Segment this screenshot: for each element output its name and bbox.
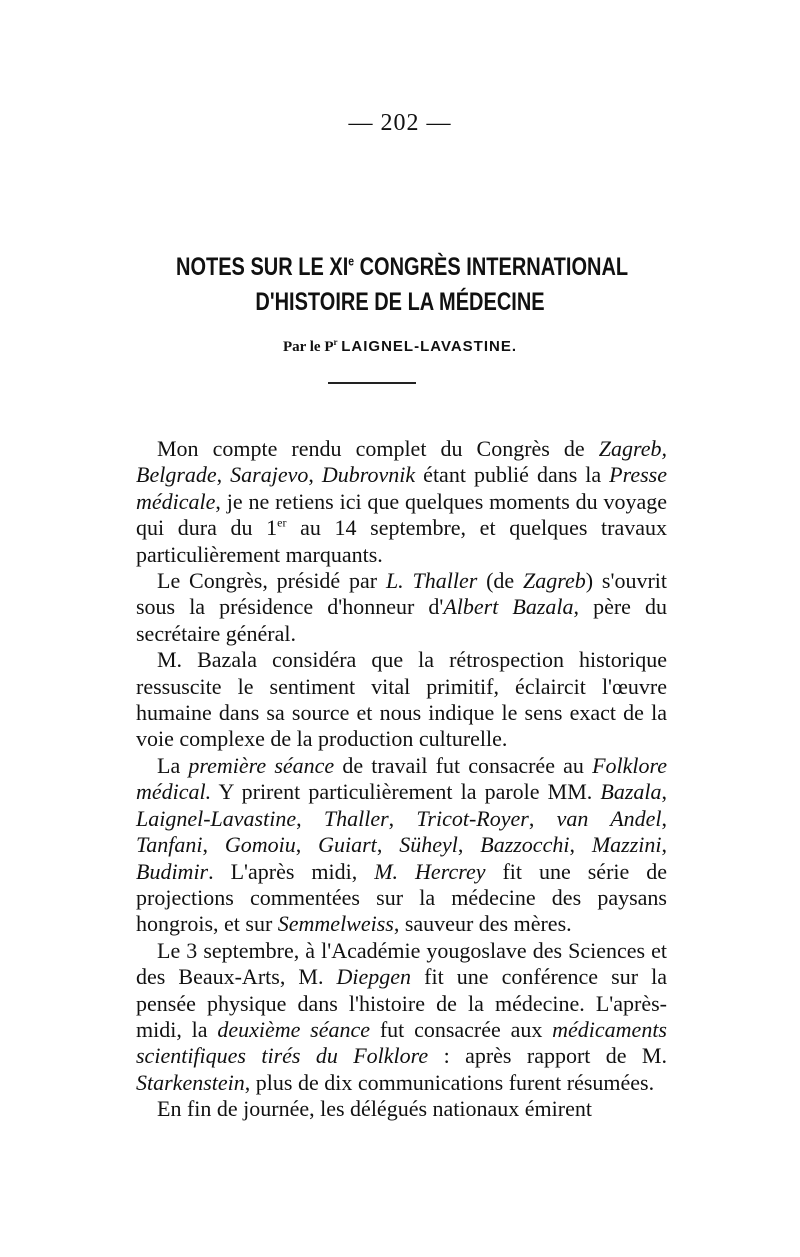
text-run: En fin de journée, les délégués nationaux émirent (157, 1096, 592, 1122)
paragraph (136, 647, 667, 753)
text-run: Le Congrès, présidé par (157, 568, 386, 594)
text-run: fit une série de projections commentées sur la médecine des paysans hongrois, et sur (136, 858, 668, 937)
italic-run: Mazzini (591, 832, 662, 858)
italic-run: Zagreb, Belgrade (136, 436, 667, 488)
text-run: . L'après midi, (208, 858, 375, 884)
article-title-line-2: D'HISTOIRE DE LA MÉDECINE (255, 288, 545, 316)
italic-run: Semmelweiss (277, 911, 394, 937)
italic-run: Thaller (323, 805, 389, 831)
italic-run: L. Thaller (385, 568, 478, 594)
italic-run: deuxième séance (217, 1016, 371, 1042)
italic-run: Budimir (136, 858, 209, 884)
italic-run: Tanfani (136, 832, 203, 858)
text-run: , (569, 832, 592, 858)
text-run: , (308, 462, 322, 488)
text-run: , (457, 832, 481, 858)
text-run: ) s'ouvrit sous la présidence d'honneur d' (136, 568, 667, 620)
text-run: , père du secrétaire général. (136, 594, 668, 646)
text-run: , (661, 779, 667, 805)
italic-run: Gomoiu (224, 832, 296, 858)
italic-run: Zagreb (523, 568, 586, 594)
author-line (0, 337, 800, 356)
text-run: , (296, 805, 324, 831)
italic-run: Dubrovnik (321, 462, 416, 488)
text-run: de travail fut consacrée au (334, 752, 593, 778)
text-run: La (157, 752, 189, 778)
author-name: LAIGNEL-LAVASTINE. (341, 338, 518, 355)
text-run: Y prirent particulièrement la parole MM. (211, 779, 601, 805)
superscript: er (277, 515, 287, 530)
italic-run: première séance (188, 752, 335, 778)
text-run: étant publié dans la (415, 462, 610, 488)
italic-run: Folklore médical. (136, 752, 668, 805)
title-divider (328, 382, 416, 384)
italic-run: Diepgen (336, 964, 412, 990)
text-run: , (661, 832, 668, 858)
text-run: au 14 septembre, et quelques travaux particulièrement marquants. (136, 515, 668, 567)
text-run: , (295, 832, 319, 858)
italic-run: M. Hercrey (374, 858, 486, 884)
paragraph (136, 1096, 667, 1122)
text-run: , (202, 832, 225, 858)
paragraph (136, 568, 667, 647)
article-title-line-1 (176, 253, 629, 282)
author-prefix: Par le P (282, 339, 334, 355)
text-run: , (388, 805, 417, 831)
text-run: , je ne retiens ici que quelques moments du voyage qui dura du 1 (136, 488, 667, 541)
text-run: , (661, 805, 668, 831)
italic-run: Starkenstein (136, 1069, 245, 1095)
italic-run: médicaments scientifiques tirés du Folklore (136, 1016, 667, 1069)
italic-run: Albert Bazala (443, 594, 574, 620)
text-run: , sauveur des mères. (393, 911, 572, 937)
italic-run: Guiart (318, 832, 377, 858)
title-superscript: e (348, 253, 355, 269)
text-run: Mon compte rendu complet du Congrès de (157, 436, 599, 461)
author-prefix-superscript: r (333, 337, 338, 347)
italic-run: van Andel (556, 805, 662, 831)
text-run: , (376, 832, 400, 858)
page-number: — 202 — (348, 110, 452, 136)
title-text: NOTES SUR LE XI (176, 253, 349, 281)
text-run: : après rapport de M. (428, 1043, 667, 1069)
italic-run: Süheyl (399, 832, 458, 858)
text-run: (de (477, 568, 524, 594)
text-run: M. Bazala considéra que la rétrospection historique ressuscite le sentiment vital primitif, éclaircit l'œuvre humaine dans sa source et nous indique le sens exact de la voie complexe de la production culturelle. (136, 647, 667, 752)
text-run: , plus de dix communications furent résumées. (244, 1069, 655, 1095)
text-run: , (528, 805, 557, 831)
paragraph (136, 753, 667, 938)
italic-run: Laignel-Lavastine (136, 805, 297, 831)
text-run: fut consacrée aux (370, 1016, 553, 1042)
text-run: fit une conférence sur la pensée physique dans l'histoire de la médecine. L'après-midi, la (136, 964, 667, 1042)
italic-run: Sarajevo (230, 462, 309, 488)
paragraph (136, 436, 667, 568)
paragraph (136, 938, 667, 1096)
text-run: Le 3 septembre, à l'Académie yougoslave des Sciences et des Beaux-Arts, M. (136, 937, 667, 990)
italic-run: Bazala (600, 779, 662, 805)
text-run: , (216, 462, 231, 488)
title-text: CONGRÈS INTERNATIONAL (354, 253, 629, 281)
article-body (136, 436, 667, 1123)
italic-run: Presse médicale (136, 462, 668, 514)
italic-run: Tricot-Royer (416, 805, 529, 831)
italic-run: Bazzocchi (480, 832, 570, 858)
